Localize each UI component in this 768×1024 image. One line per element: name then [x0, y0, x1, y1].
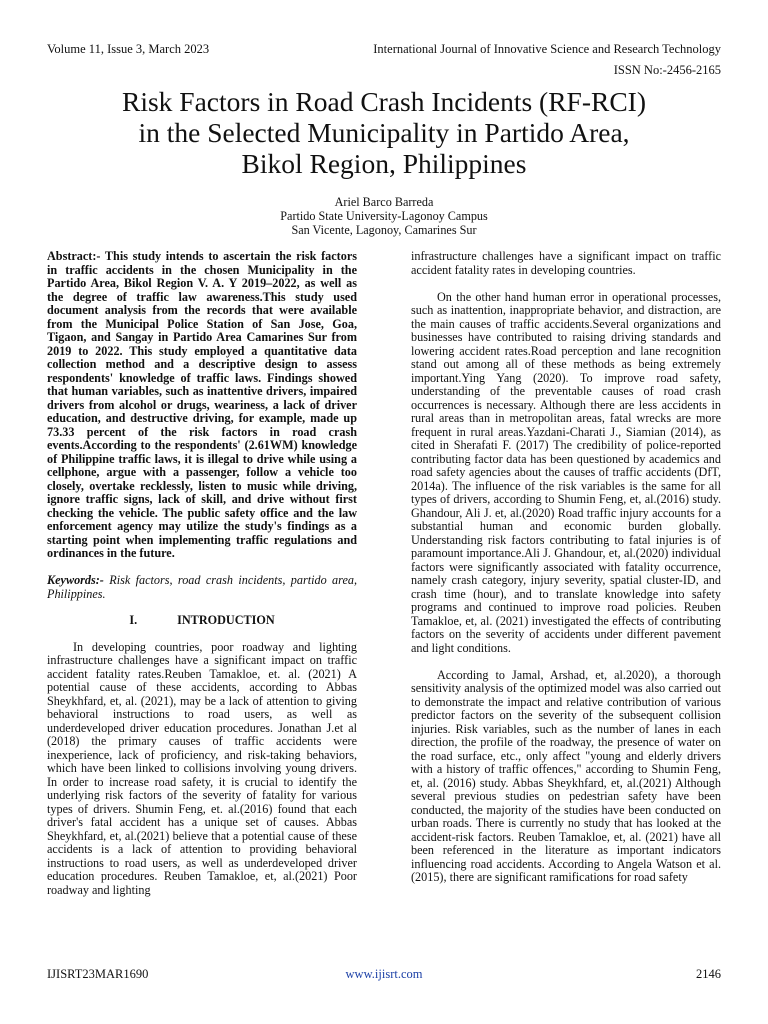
body-paragraph: According to Jamal, Arshad, et, al.2020), a thorough sensitivity analysis of the optimized model was also carried out to demonstrate the impact and relative contribution of various predictor factors on the severity of the subsequent collision injuries. Risk variables, such as the number of lanes in each direction, the profile of the roadway, the presence of water on the road surface, etc., only affect "young and elderly drivers with a history of traffic offences," according to Shumin Feng, et, al. (2016) study. Abbas Sheykhfard, et, al.(2021) Although several previous studies on pedestrian safety have been conducted, the majority of the studies have been conducted on urban roads. There is currently no study that has looked at the accident-risk factors. Reuben Tamakloe, et, al. (2021) have all been referenced in the literature as important indicators influencing road accidents. According to Angela Watson et al. (2015), there are significant ramifications for road safety: [411, 667, 721, 884]
author-address: San Vicente, Lagonoy, Camarines Sur: [291, 223, 477, 237]
right-column: [411, 250, 721, 885]
section-title: INTRODUCTION: [177, 613, 275, 627]
journal-url-link[interactable]: www.ijisrt.com: [345, 967, 423, 981]
page-number: 2146: [696, 967, 721, 981]
volume-issue: Volume 11, Issue 3, March 2023: [47, 42, 210, 56]
author-affiliation: Partido State University-Lagonoy Campus: [280, 209, 488, 223]
issn: ISSN No:-2456-2165: [613, 63, 721, 77]
keywords-text: Risk factors, road crash incidents, partido area, Philippines.: [47, 573, 357, 601]
intro-paragraph: In developing countries, poor roadway and lighting infrastructure challenges have a significant impact on traffic accident fatality rates.Reuben Tamakloe, et. al. (2021) A potential cause of these accidents, according to Abbas Sheykhfard, et, al. (2021), may be a lack of attention to giving behavioral instructions to road users, as well as underdeveloped driver education procedures. Jonathan J.et al (2018) the primary causes of traffic accidents were inexperience, lack of proficiency, and risk-taking behaviors, which have been linked to collisions involving young drivers. In order to increase road safety, it is crucial to identify the underlying risk factors of the severity of fatality for various types of drivers. Shumin Feng, et. al.(2016) found that each driver's fatal accident has a unique set of causes. Abbas Sheykhfard, et, al.(2021) believe that a potential cause of these accidents is a lack of attention to providing behavioral instructions to road users, as well as underdeveloped driver education procedures. Reuben Tamakloe, et, al.(2021) Poor roadway and lighting: [47, 639, 357, 897]
title-line-1: Risk Factors in Road Crash Incidents (RF-RCI): [122, 86, 646, 117]
journal-name: International Journal of Innovative Science and Research Technology: [373, 42, 721, 56]
keywords-label: Keywords:-: [47, 573, 104, 587]
abstract: Abstract:- This study intends to ascertain the risk factors in traffic accidents in the chosen Municipality in the Partido Area, Bikol Region V. A. Y 2019–2022, as well as the degree of traffic law awareness.This study used document analysis from the records that were available from the Municipal Police Station of San Jose, Goa, Tigaon, and Sangay in Partido Area Camarines Sur from 2019 to 2022. This study employed a quantitative data collection method and a descriptive design to assess respondents' knowledge of traffic laws. Findings showed that human variables, such as inattentive drivers, impaired drivers from alcohol or drugs, weariness, a lack of driver education, and destructive driving, for example, made up 73.33 percent of the risk factors in road crash events.According to the respondents' (2.61WM) knowledge of Philippine traffic laws, it is illegal to drive while using a cellphone, argue with a passenger, follow a vehicle too closely, overtake recklessly, listen to music while driving, ignore traffic signs, lack of skill, and drive without first checking the vehicle. The public safety office and the law enforcement agency may utilize the study's findings as a starting point when implementing traffic regulations and ordinances in the future.: [47, 249, 357, 560]
body-paragraph-continued: infrastructure challenges have a significant impact on traffic accident fatality rates in developing countries.: [411, 249, 721, 277]
paper-title: [40, 86, 728, 179]
title-line-3: Bikol Region, Philippines: [241, 148, 527, 179]
keywords: [47, 574, 357, 601]
left-column: [47, 250, 357, 897]
body-paragraph: On the other hand human error in operational processes, such as inattention, inappropriate behavior, and distraction, are the main causes of traffic accidents.Several organizations and businesses have contributed to raising driving standards and lowering accident rates.Road perception and lane recognition stand out among all of these methods as being extremely important.Ying Yang (2020). To improve road safety, understanding of the preventable causes of road crash occurrences is necessary. Although there are less accidents in rural areas than in metropolitan areas, fatal wrecks are more frequent in rural areas.Yazdani-Charati J., Siamian (2014), as cited in Sherafati F. (2017) The credibility of police-reported contributing factor data has been questioned by academics and road safety agencies about the causes of traffic accidents (DfT, 2014a). The influence of the risk variables is the same for all types of drivers, according to Shumin Feng, et, al.(2016) study. Ghandour, Ali J. et, al.(2020) Road traffic injury accounts for a substantial human and economic burden globally. Understanding risk factors contributing to fatal injuries is of paramount importance.Ali J. Ghandour, et, al.(2020) individual factors were significantly associated with fatality occurrence, namely crash category, injury severity, spatial cluster-ID, and crash time (hour), and to translate knowledge into safety programs and continued to improve road policies. Reuben Tamakloe, et, al. (2021) investigated the effects of contributing factors on the severity of accidents under different pavement and light conditions.: [411, 289, 721, 655]
author-name: Ariel Barco Barreda: [334, 195, 434, 209]
title-line-2: in the Selected Municipality in Partido Area,: [138, 117, 630, 148]
paper-id: IJISRT23MAR1690: [47, 967, 149, 981]
section-heading-introduction: [47, 614, 357, 628]
author-block: [0, 195, 768, 237]
section-number: I.: [129, 613, 138, 627]
